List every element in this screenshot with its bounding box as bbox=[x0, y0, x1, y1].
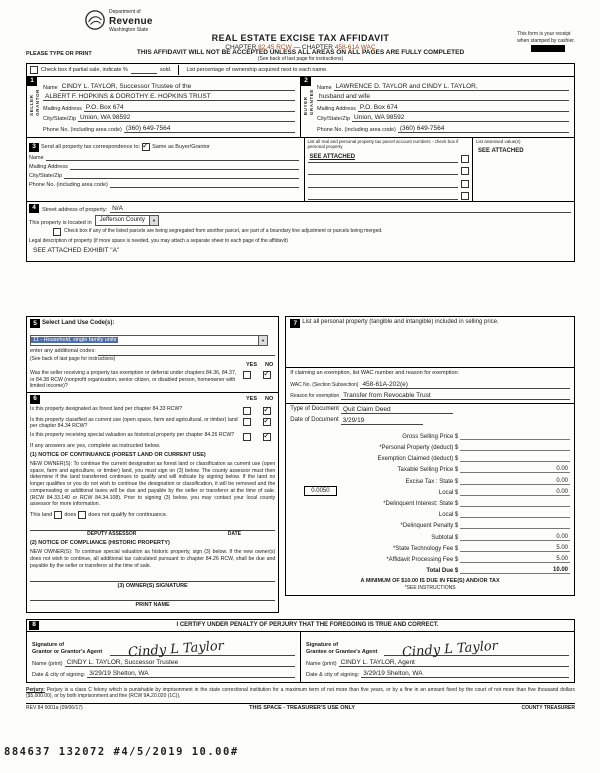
section-5-number: 5 bbox=[30, 319, 40, 328]
wac-label: WAC No. (Section Subsection) bbox=[290, 382, 359, 389]
dept-line3: Washington State bbox=[109, 26, 149, 33]
corr-name-field[interactable] bbox=[46, 160, 299, 161]
local-rate-box: 0.0050 bbox=[304, 486, 336, 496]
grantee-signature-label: Signature of Grantee or Grantee's Agent bbox=[306, 642, 378, 655]
forest-land-question: Is this property designated as forest land per chapter 84.33 RCW? bbox=[30, 405, 183, 412]
subtotal-field[interactable]: 0.00 bbox=[460, 534, 570, 541]
forest-no-checkbox[interactable] bbox=[263, 407, 271, 415]
no-header-2: NO bbox=[265, 396, 274, 403]
land-use-label: Select Land Use Code(s): bbox=[42, 320, 115, 327]
historic-question: Is this property receiving special valuation as historical property per chapter 84.26 RCW? bbox=[30, 431, 235, 438]
money-row: *Delinquent Penalty $ bbox=[290, 518, 570, 529]
parcel-field-4[interactable] bbox=[308, 191, 459, 200]
percent-sold-field[interactable] bbox=[131, 67, 157, 74]
parcel-personal-checkbox-3[interactable] bbox=[461, 180, 469, 188]
section-3 bbox=[27, 138, 574, 203]
grantor-date-city-label: Date & city of signing: bbox=[32, 671, 86, 678]
money-row: *Delinquent Interest: State $ bbox=[290, 496, 570, 507]
current-use-no-checkbox[interactable] bbox=[263, 418, 271, 426]
county-select[interactable] bbox=[95, 215, 159, 226]
bottom-bar bbox=[26, 703, 575, 711]
perjury-text: Perjury is a class C felony which is punishable by imprisonment in the state correctional institution for a maximum term of not more than five years, or by a fine in an amount fixed by the court of not more than five thousand dollars ($5,000.00), or by both imprisonment and fine (RCW 9A.20.020 (1C)). bbox=[26, 686, 576, 700]
buyer-city-label: City/State/Zip bbox=[317, 116, 351, 122]
buyer-phone-label: Phone No. (including area code) bbox=[317, 126, 396, 133]
notice-compliance-title: (2) NOTICE OF COMPLIANCE (HISTORIC PROPERTY) bbox=[30, 540, 170, 547]
chapter-rcw: 82.45 RCW bbox=[258, 44, 292, 51]
located-in-label: This property is located in bbox=[29, 220, 92, 227]
corr-phone-field[interactable] bbox=[110, 187, 299, 188]
street-address-field[interactable]: N/A bbox=[110, 205, 571, 213]
same-as-buyer-label: Same as Buyer/Grantor bbox=[152, 144, 210, 150]
legal-description-value[interactable]: SEE ATTACHED EXHIBIT "A" bbox=[33, 246, 120, 254]
corr-mailing-field[interactable] bbox=[70, 169, 299, 170]
corr-city-label: City/State/Zip bbox=[29, 172, 63, 179]
see-instructions-note: *SEE INSTRUCTIONS bbox=[404, 585, 456, 592]
buyer-mailing-field[interactable]: P.O. Box 674 bbox=[358, 104, 569, 112]
assessed-values-header: List assessed value(s) bbox=[476, 138, 521, 144]
section-5 bbox=[26, 316, 279, 392]
reason-label: Reason for exemption bbox=[290, 393, 340, 400]
affidavit-processing-fee-field[interactable]: 5.00 bbox=[460, 556, 570, 563]
historic-yes-checkbox[interactable] bbox=[243, 433, 251, 441]
notice-continuance-title: (1) NOTICE OF CONTINUANCE (FOREST LAND OR CURRENT USE) bbox=[30, 451, 206, 458]
money-row: Total Due $ 10.00 bbox=[426, 567, 568, 575]
parcel-numbers-header: List all real and personal property tax parcel account numbers - check box if personal property bbox=[307, 138, 459, 150]
buyer-name-label: Name bbox=[317, 84, 332, 91]
total-due-field[interactable]: 10.00 bbox=[460, 567, 570, 574]
dept-line1: Department of bbox=[109, 9, 141, 15]
grantor-name-print-field[interactable]: CINDY L. TAYLOR, Successor Trustee bbox=[65, 659, 295, 667]
parcel-personal-checkbox-1[interactable] bbox=[461, 155, 469, 163]
money-row: Gross Selling Price $ bbox=[290, 429, 570, 440]
corr-mailing-label: Mailing Address bbox=[29, 163, 68, 170]
minimum-due-note: A MINIMUM OF $10.00 IS DUE IN FEE(S) AND/OR TAX bbox=[360, 578, 500, 585]
parcel-personal-checkbox-4[interactable] bbox=[461, 192, 469, 200]
section-7 bbox=[285, 316, 575, 595]
excise-tax-state-field[interactable]: 0.00 bbox=[460, 478, 570, 485]
does-label: does bbox=[64, 511, 77, 518]
county-treasurer-label: COUNTY TREASURER bbox=[521, 704, 575, 711]
section-3-number: 3 bbox=[29, 143, 39, 152]
money-row: *State Technology Fee $ 5.00 bbox=[392, 544, 568, 552]
yes-header: YES bbox=[245, 362, 257, 369]
grantor-signature-line[interactable] bbox=[110, 637, 295, 660]
corr-name-label: Name bbox=[29, 154, 44, 161]
sold-label: sold. bbox=[159, 67, 172, 73]
grantor-date-city-field[interactable]: 3/29/19 Shelton, WA bbox=[87, 670, 295, 678]
owners-signature-line[interactable] bbox=[30, 572, 275, 582]
divider bbox=[178, 65, 179, 75]
owners-signature-label: (3) OWNER(S) SIGNATURE bbox=[117, 582, 188, 589]
chevron-down-icon[interactable]: ▼ bbox=[149, 216, 158, 225]
section-4 bbox=[27, 202, 574, 261]
grantor-name-print-label: Name (print) bbox=[32, 660, 63, 667]
money-row: Exemption Claimed (deduct) $ bbox=[290, 451, 570, 462]
corr-city-field[interactable] bbox=[64, 178, 298, 179]
seller-phone-field[interactable]: (360) 649-7564 bbox=[124, 125, 295, 133]
assessed-value-1[interactable]: SEE ATTACHED bbox=[478, 147, 524, 154]
grantor-signature-label: Signature of Grantor or Grantor's Agent bbox=[32, 642, 103, 655]
taxable-selling-price-field[interactable]: 0.00 bbox=[460, 466, 570, 473]
exemption-claim-label: If claiming an exemption, list WAC number and reason for exemption: bbox=[290, 370, 460, 377]
grantee-signature-line[interactable] bbox=[384, 637, 569, 660]
chevron-down-icon[interactable]: ▼ bbox=[258, 336, 267, 345]
historic-no-checkbox[interactable] bbox=[263, 433, 271, 441]
additional-codes-label: enter any additional codes: bbox=[30, 348, 96, 355]
buyer-mailing-label: Mailing Address bbox=[317, 105, 356, 112]
seller-phone-label: Phone No. (including area code) bbox=[43, 126, 122, 133]
parcel-field-3[interactable] bbox=[308, 179, 459, 188]
chapter-wac: 458-61A WAC bbox=[334, 44, 376, 51]
seller-mailing-field[interactable]: P.O. Box 674 bbox=[84, 104, 295, 112]
section-8 bbox=[26, 619, 575, 683]
money-row: Taxable Selling Price $ 0.00 bbox=[397, 466, 568, 474]
assessed-value-2[interactable] bbox=[476, 159, 571, 167]
section-4-number: 4 bbox=[29, 204, 39, 213]
see-back-note-2: (See back of last page for instructions) bbox=[30, 355, 116, 362]
section-7-number: 7 bbox=[290, 319, 300, 328]
divider bbox=[286, 403, 574, 404]
send-correspondence-label: Send all property tax correspondence to: bbox=[41, 144, 141, 150]
form-table bbox=[26, 63, 575, 262]
does-not-label: does not qualify for continuance. bbox=[88, 511, 168, 518]
form-title: REAL ESTATE EXCISE TAX AFFIDAVIT bbox=[211, 33, 390, 43]
doc-date-label: Date of Document bbox=[290, 416, 339, 423]
grantee-date-city-label: Date & city of signing: bbox=[306, 671, 360, 678]
seller-mailing-label: Mailing Address bbox=[43, 105, 82, 112]
section-6 bbox=[26, 393, 279, 613]
revenue-seal-icon bbox=[84, 9, 106, 36]
parcel-field-1[interactable]: SEE ATTACHED bbox=[308, 154, 459, 163]
segregated-label: Check box if any of the listed parcels are being segregated from another parcel, are part of a boundary line adjustment or parcels being merged. bbox=[64, 228, 383, 235]
perjury-note bbox=[26, 687, 575, 700]
money-row: Excise Tax : State $ 0.00 bbox=[405, 477, 568, 485]
personal-property-area[interactable] bbox=[290, 328, 570, 364]
legal-description-label: Legal description of property (if more space is needed, you may attach a separate sheet to each page of the affidavit) bbox=[29, 238, 288, 245]
current-use-question: Is this property classified as current use (open space, farm and agricultural, or timber) land per chapter 84.34 RCW? bbox=[30, 416, 238, 430]
money-row: Subtotal $ 0.00 bbox=[431, 533, 568, 541]
excise-tax-local-field[interactable]: 0.00 bbox=[460, 489, 570, 496]
buyer-city-field[interactable]: Union, WA 98592 bbox=[352, 114, 569, 122]
deputy-assessor-label: DEPUTY ASSESSOR bbox=[87, 531, 137, 538]
same-as-buyer-checkbox[interactable] bbox=[142, 143, 150, 151]
seller-side-label: SELLER GRANTOR bbox=[29, 89, 40, 116]
chapter-word2: — CHAPTER bbox=[291, 44, 335, 51]
parcel-field-2[interactable] bbox=[308, 166, 459, 175]
if-yes-note: If any answers are yes, complete as instructed below. bbox=[30, 442, 161, 449]
header bbox=[26, 8, 575, 51]
exemption-yes-checkbox[interactable] bbox=[243, 371, 251, 379]
money-row: *Affidavit Processing Fee $ 5.00 bbox=[386, 555, 568, 563]
section-8-number: 8 bbox=[29, 621, 39, 630]
partial-sale-label: Check box if partial sale, indicate % bbox=[41, 67, 128, 73]
deputy-assessor-signature-line[interactable] bbox=[30, 521, 275, 531]
see-back-note: (See back of last page for instructions) bbox=[257, 56, 344, 62]
doc-type-label: Type of Document bbox=[290, 405, 339, 412]
assessed-value-4[interactable] bbox=[476, 182, 571, 190]
street-address-label: Street address of property: bbox=[42, 207, 108, 214]
this-land-label: This land bbox=[30, 511, 53, 518]
type-or-print-label: PLEASE TYPE OR PRINT bbox=[26, 51, 92, 57]
personal-property-label: List all personal property (tangible and intangible) included in selling price. bbox=[302, 319, 499, 326]
corr-phone-label: Phone No. (including area code) bbox=[29, 181, 108, 188]
buyer-name-field[interactable]: LAWRENCE D. TAYLOR and CINDY L. TAYLOR, bbox=[334, 83, 569, 91]
buyer-phone-field[interactable]: (360) 649-7564 bbox=[398, 125, 569, 133]
divider bbox=[286, 367, 574, 368]
section-1-number: 1 bbox=[27, 77, 37, 86]
doc-date-field[interactable]: 3/29/19 bbox=[341, 417, 423, 425]
reason-field[interactable]: Transfer from Revocable Trust bbox=[341, 392, 570, 400]
grantor-signature: Cindy L Taylor bbox=[127, 638, 225, 660]
partial-sale-row bbox=[27, 64, 574, 77]
treasurer-stamp: 884637 132072 #4/5/2019 10.00# bbox=[4, 746, 239, 758]
seller-name-label: Name bbox=[43, 84, 58, 91]
forest-yes-checkbox[interactable] bbox=[243, 407, 251, 415]
section-2-number: 2 bbox=[301, 77, 311, 86]
additional-codes-field[interactable] bbox=[98, 355, 276, 356]
treasurer-use-only-label: THIS SPACE - TREASURER'S USE ONLY bbox=[249, 704, 355, 711]
land-use-select[interactable] bbox=[30, 335, 268, 346]
notice-continuance-text: NEW OWNER(S): To continue the current designation as forest land or classification as current use (open space, farm and agriculture, or timber) land, you must sign on (3) below. The county assessor must then determine if the land transferred continues to qualify and will indicate by signing below. If the land no longer qualifies or you do not wish to continue the designation or classification, it will be removed and the compensating or additional taxes will be due and payable by the seller or transferor at the time of sale. (RCW 84.33.140 or RCW 84.34.108). Prior to signing (3) below, you may contact your local county assessor for more information. bbox=[30, 460, 276, 508]
dor-logo bbox=[84, 9, 153, 36]
current-use-yes-checkbox[interactable] bbox=[243, 418, 251, 426]
grantee-date-city-field[interactable]: 3/29/19 Shelton, WA bbox=[361, 670, 569, 678]
state-technology-fee-field[interactable]: 5.00 bbox=[460, 545, 570, 552]
grantee-name-print-label: Name (print) bbox=[306, 660, 337, 667]
perjury-label: Perjury: bbox=[26, 686, 45, 693]
receipt-line2: when stamped by cashier. bbox=[517, 37, 575, 44]
grantor-signature-block bbox=[27, 632, 300, 682]
certify-statement: I CERTIFY UNDER PENALTY OF PERJURY THAT THE FOREGOING IS TRUE AND CORRECT. bbox=[176, 622, 439, 629]
seller-section bbox=[27, 77, 301, 137]
assessed-value-3[interactable] bbox=[476, 171, 571, 179]
segregated-checkbox[interactable] bbox=[53, 228, 61, 236]
buyer-side-label: BUYER GRANTEE bbox=[303, 89, 314, 116]
does-checkbox[interactable] bbox=[54, 511, 62, 519]
seller-city-label: City/State/Zip bbox=[43, 116, 77, 122]
print-name-label: PRINT NAME bbox=[135, 601, 170, 608]
no-header: NO bbox=[265, 362, 274, 369]
warning-line: THIS AFFIDAVIT WILL NOT BE ACCEPTED UNLESS ALL AREAS ON ALL PAGES ARE FULLY COMPLETED bbox=[136, 49, 465, 56]
section-6-number: 6 bbox=[30, 395, 40, 404]
exemption-no-checkbox[interactable] bbox=[263, 371, 271, 379]
dept-line2: Revenue bbox=[109, 15, 153, 27]
money-row: Local $ bbox=[290, 507, 570, 518]
buyer-name-field-2[interactable]: husband and wife bbox=[317, 93, 569, 101]
money-row: *Personal Property (deduct) $ bbox=[290, 440, 570, 451]
parcel-personal-checkbox-2[interactable] bbox=[461, 167, 469, 175]
county-value: Jefferson County bbox=[99, 216, 145, 223]
receipt-line1: This form is your receipt bbox=[517, 31, 571, 37]
seller-name-field-2[interactable]: ALBERT F. HOPKINS & DOROTHY E. HOPKINS TRUST bbox=[43, 93, 295, 101]
notice-compliance-text: NEW OWNER(S): To continue special valuation as historic property, sign (3) below. If the new owner(s) does not wish to continue, all additional tax calculated pursuant to chapter 84.26 RCW, shall be due and payable by the seller or transferor at the time of sale. bbox=[30, 549, 276, 569]
grantee-signature: Cindy L Taylor bbox=[401, 638, 499, 660]
chapter-word: CHAPTER bbox=[225, 44, 259, 51]
print-name-line[interactable] bbox=[30, 591, 275, 601]
land-use-value: 11 - Household, single family units bbox=[33, 337, 117, 344]
deputy-date-label: DATE bbox=[227, 531, 241, 538]
wac-field[interactable]: 458-61A-202(e) bbox=[360, 381, 570, 389]
buyer-section bbox=[301, 77, 574, 137]
grantee-signature-block bbox=[300, 632, 574, 682]
exemption-question: Was the seller receiving a property tax exemption or deferral under chapters 84.36, 84.37, or 84.38 RCW (nonprofit organization, senior citizen, or disabled person, homeowner with limited income)? bbox=[30, 370, 237, 390]
doc-type-field[interactable]: Quit Claim Deed bbox=[341, 406, 453, 414]
does-not-checkbox[interactable] bbox=[78, 511, 86, 519]
form-revision-number: REV 84 0001a (09/06/17) bbox=[26, 704, 83, 711]
partial-sale-checkbox[interactable] bbox=[30, 66, 38, 74]
ownership-note: List percentage of ownership acquired next to each name. bbox=[186, 67, 328, 73]
grantee-name-print-field[interactable]: CINDY L. TAYLOR, Agent bbox=[339, 659, 569, 667]
money-row: 0.0050 Local $ 0.00 bbox=[290, 485, 570, 496]
seller-city-field[interactable]: Union, WA 98592 bbox=[78, 114, 295, 122]
yes-header-2: YES bbox=[245, 396, 257, 403]
seller-name-field[interactable]: CINDY L. TAYLOR, Successor Trustee of the bbox=[60, 83, 295, 91]
